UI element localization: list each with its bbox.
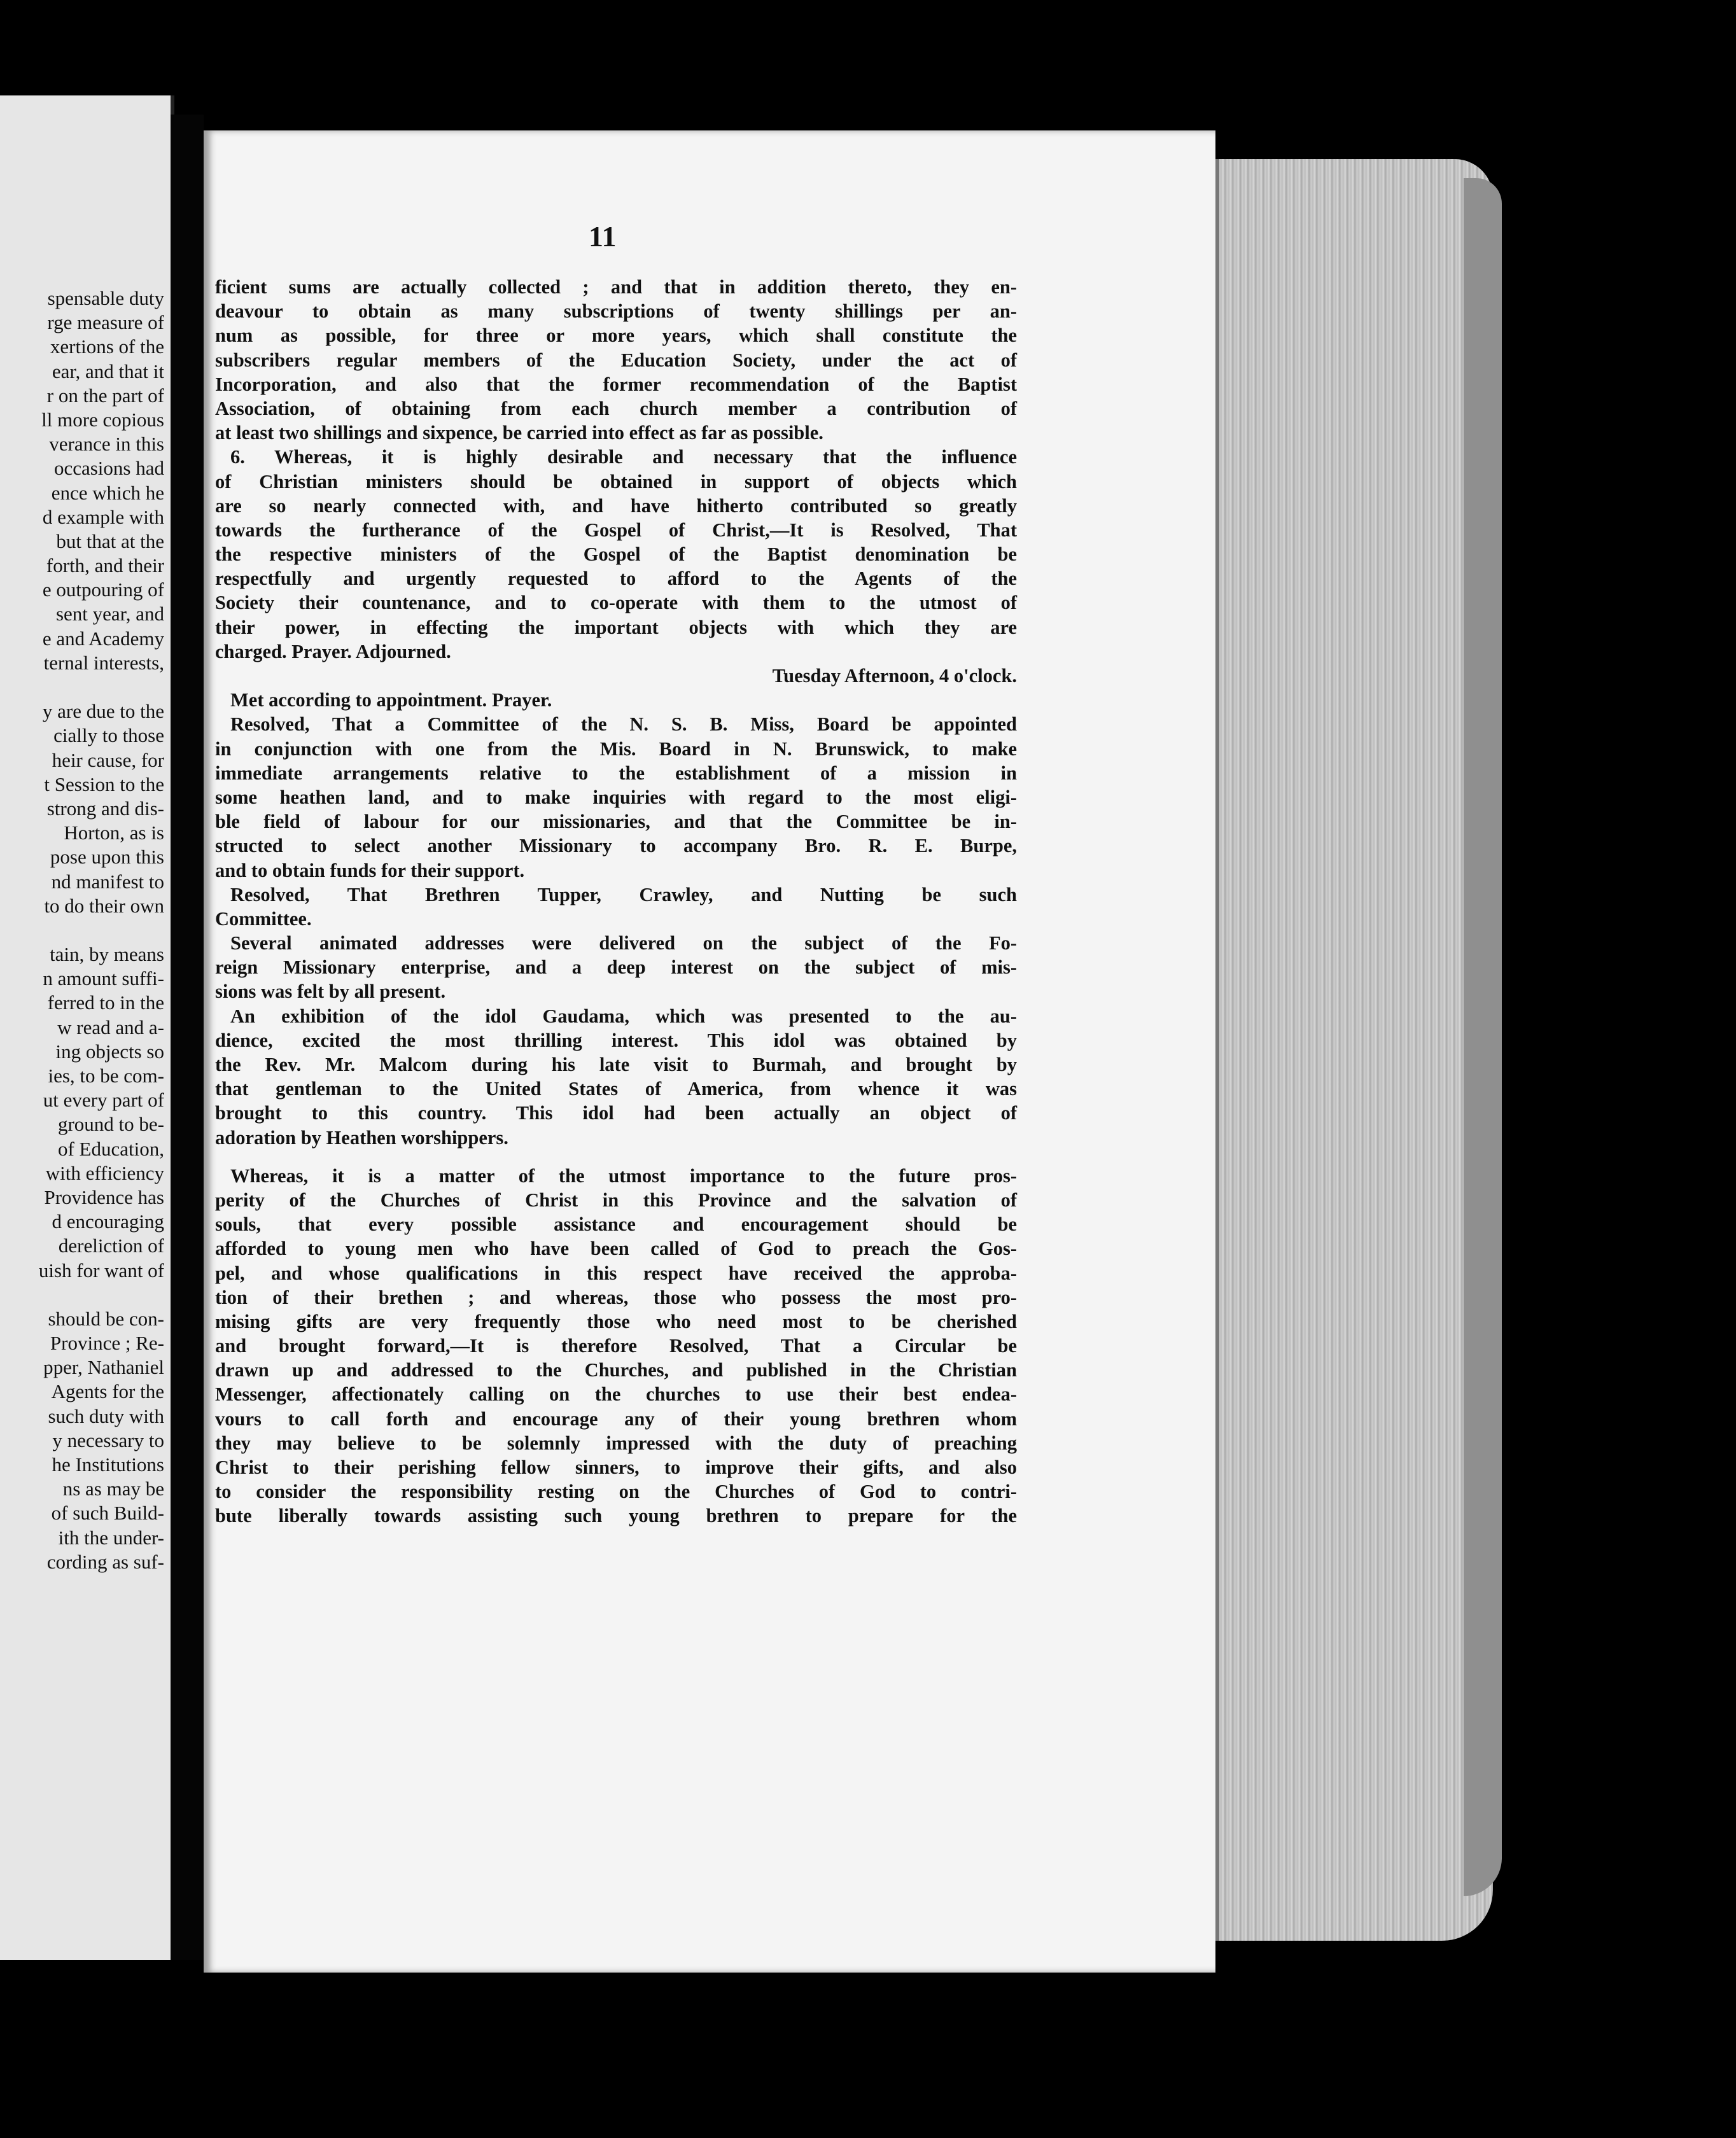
paragraph-subscriptions — [215, 275, 1017, 445]
text-line: to consider the responsibility resting on the Churches of God to contri- — [215, 1481, 1017, 1503]
previous-page-line: occasions had — [53, 457, 164, 480]
text-line: Incorporation, and also that the former recommendation of the Baptist — [215, 373, 1017, 395]
previous-page-line: with efficiency — [45, 1161, 164, 1184]
text-line: Resolved, That a Committee of the N. S. B. Miss, Board be appointed — [230, 713, 1017, 736]
text-line: some heathen land, and to make inquiries with regard to the most eligi- — [215, 786, 1017, 808]
text-line: Association, of obtaining from each church member a contribution of — [215, 397, 1017, 419]
paragraph-mission-committee — [215, 712, 1017, 882]
text-line: at least two shillings and sixpence, be carried into effect as far as possible. — [215, 422, 823, 444]
previous-page-line: tain, by means — [50, 943, 164, 966]
previous-page-line: t Session to the — [44, 772, 164, 795]
text-line: in conjunction with one from the Mis. Board in N. Brunswick, to make — [215, 737, 1017, 760]
previous-page-line: Agents for the — [51, 1380, 164, 1403]
text-line: subscribers regular members of the Education Society, under the act of — [215, 349, 1017, 371]
text-line: sions was felt by all present. — [215, 981, 446, 1003]
paragraph-resolution-6 — [215, 445, 1017, 664]
text-line: Messenger, affectionately calling on the churches to use their best endea- — [215, 1383, 1017, 1406]
paragraph-idol-exhibition — [215, 1004, 1017, 1150]
text-line: Met according to appointment. Prayer. — [230, 689, 552, 711]
previous-page-line: he Institutions — [52, 1453, 164, 1476]
text-line: mising gifts are very frequently those who need most to be cherished — [215, 1310, 1017, 1332]
previous-page-line: ns as may be — [62, 1478, 164, 1500]
previous-page-line: heir cause, for — [52, 748, 164, 771]
previous-page-line: rge measure of — [47, 311, 164, 334]
previous-page-line: nd manifest to — [51, 870, 164, 893]
text-line: ble field of labour for our missionaries, and that the Committee be in- — [215, 811, 1017, 833]
page-number: 11 — [589, 220, 617, 253]
text-line: dience, excited the most thrilling interest. This idol was obtained by — [215, 1029, 1017, 1051]
book-gutter — [171, 115, 204, 1960]
text-line: Several animated addresses were delivered on the subject of the Fo- — [230, 932, 1017, 954]
previous-page-line: ground to be- — [57, 1113, 164, 1136]
text-line: deavour to obtain as many subscriptions of twenty shillings per an- — [215, 300, 1017, 323]
previous-page-line: such duty with — [48, 1404, 164, 1427]
previous-page-line: d example with — [42, 505, 164, 528]
previous-page-line: strong and dis- — [46, 797, 164, 820]
text-line: charged. Prayer. Adjourned. — [215, 640, 451, 662]
text-line: Resolved, That Brethren Tupper, Crawley, and Nutting be such — [230, 883, 1017, 905]
previous-page-line: ternal interests, — [43, 651, 164, 674]
text-line: that gentleman to the United States of America, from whence it was — [215, 1078, 1017, 1100]
previous-page-line: pper, Nathaniel — [43, 1356, 164, 1379]
text-line: of Christian ministers should be obtained in support of objects which — [215, 470, 1017, 493]
previous-page-line: dereliction of — [58, 1234, 164, 1257]
previous-page-line: w read and a- — [57, 1016, 164, 1038]
text-line: their power, in effecting the important objects with which they are — [215, 616, 1017, 638]
text-line: they may believe to be solemnly impressed with the duty of preaching — [215, 1432, 1017, 1454]
text-line: Whereas, it is a matter of the utmost importance to the future pros- — [230, 1164, 1017, 1187]
previous-page-fragment — [0, 95, 174, 1960]
previous-page-line: ear, and that it — [52, 360, 164, 382]
text-line: perity of the Churches of Christ in this Province and the salvation of — [215, 1189, 1017, 1211]
previous-page-line: verance in this — [49, 433, 164, 456]
text-line: immediate arrangements relative to the establishment of a mission in — [215, 762, 1017, 784]
paragraph-committee-members — [215, 883, 1017, 931]
text-line: and to obtain funds for their support. — [215, 859, 525, 881]
previous-page-line: to do their own — [44, 894, 164, 917]
previous-page-line: ence which he — [51, 481, 164, 504]
previous-page-line: e outpouring of — [42, 578, 164, 601]
session-heading: Tuesday Afternoon, 4 o'clock. — [772, 665, 1017, 687]
previous-page-line: but that at the — [56, 529, 164, 552]
previous-page-line: cially to those — [53, 724, 164, 747]
previous-page-line: ferred to in the — [47, 991, 164, 1014]
text-line: ficient sums are actually collected ; and that in addition thereto, they en- — [215, 276, 1017, 298]
previous-page-line: y necessary to — [52, 1429, 164, 1451]
previous-page-line: Providence has — [44, 1185, 164, 1208]
text-line: drawn up and addressed to the Churches, and published in the Christian — [215, 1359, 1017, 1381]
text-line: structed to select another Missionary to accompany Bro. R. E. Burpe, — [215, 835, 1017, 857]
text-line: Committee. — [215, 907, 312, 930]
text-line: reign Missionary enterprise, and a deep interest on the subject of mis- — [215, 956, 1017, 979]
book-cover-edge — [1464, 178, 1502, 1896]
previous-page-line — [0, 1283, 164, 1307]
previous-page-line: n amount suffi- — [43, 967, 164, 990]
previous-page-line: y are due to the — [42, 700, 164, 723]
previous-page-line: e and Academy — [42, 627, 164, 650]
text-line: and brought forward,—It is therefore Resolved, That a Circular be — [215, 1335, 1017, 1357]
book-page-edges — [1215, 159, 1493, 1941]
previous-page-line: ut every part of — [43, 1089, 164, 1112]
previous-page-line: ith the under- — [58, 1526, 164, 1549]
previous-page-line: cording as suf- — [46, 1550, 164, 1573]
text-line: souls, that every possible assistance and encouragement should be — [215, 1213, 1017, 1236]
paragraph-young-ministers — [215, 1164, 1017, 1528]
paragraph-gap — [215, 1150, 1017, 1164]
previous-page-line: forth, and their — [46, 554, 164, 577]
text-line: the Rev. Mr. Malcom during his late visit to Burmah, and brought by — [215, 1054, 1017, 1075]
text-line: the respective ministers of the Gospel of the Baptist denomination be — [215, 543, 1017, 566]
previous-page-line: ing objects so — [55, 1040, 164, 1063]
previous-page-line — [0, 918, 164, 942]
paragraph-session-heading — [215, 664, 1017, 712]
previous-page-line: r on the part of — [46, 384, 164, 407]
previous-page-line: d encouraging — [52, 1210, 164, 1233]
text-line: respectfully and urgently requested to afford to the Agents of the — [215, 568, 1017, 590]
text-line: Christ to their perishing fellow sinners, to improve their gifts, and also — [215, 1457, 1017, 1478]
previous-page-line: should be con- — [48, 1307, 164, 1330]
text-line: 6. Whereas, it is highly desirable and necessary that the influence — [230, 446, 1017, 468]
previous-page-line: Horton, as is — [64, 821, 164, 844]
previous-page-line: xertions of the — [50, 335, 164, 358]
text-line: are so nearly connected with, and have hitherto contributed so greatly — [215, 494, 1017, 517]
previous-page-text — [0, 286, 164, 1574]
text-line: towards the furtherance of the Gospel of Christ,—It is Resolved, That — [215, 519, 1017, 541]
previous-page-line: spensable duty — [47, 287, 164, 309]
previous-page-line: ies, to be com- — [48, 1065, 164, 1087]
previous-page-line: of Education, — [57, 1137, 164, 1160]
page-body-text — [215, 275, 1017, 1528]
text-line: pel, and whose qualifications in this respect have received the approba- — [215, 1262, 1017, 1284]
text-line: An exhibition of the idol Gaudama, which was presented to the au- — [230, 1005, 1017, 1027]
text-line: afforded to young men who have been called of God to preach the Gos- — [215, 1238, 1017, 1260]
previous-page-line: ll more copious — [41, 408, 164, 431]
previous-page-line: sent year, and — [55, 603, 164, 625]
previous-page-line: pose upon this — [50, 846, 164, 869]
text-line: brought to this country. This idol had been actually an object of — [215, 1102, 1017, 1124]
text-line: num as possible, for three or more years, which shall constitute the — [215, 325, 1017, 347]
text-line: Society their countenance, and to co-operate with them to the utmost of — [215, 592, 1017, 614]
previous-page-line — [0, 675, 164, 699]
text-line: tion of their brethen ; and whereas, those who possess the most pro- — [215, 1286, 1017, 1308]
text-line: adoration by Heathen worshippers. — [215, 1126, 508, 1149]
previous-page-line: Province ; Re- — [50, 1332, 164, 1355]
text-line: bute liberally towards assisting such young brethren to prepare for the — [215, 1505, 1017, 1527]
text-line: vours to call forth and encourage any of their young brethren whom — [215, 1408, 1017, 1430]
previous-page-line: uish for want of — [38, 1259, 164, 1282]
paragraph-addresses — [215, 931, 1017, 1004]
previous-page-line: of such Build- — [51, 1502, 164, 1525]
